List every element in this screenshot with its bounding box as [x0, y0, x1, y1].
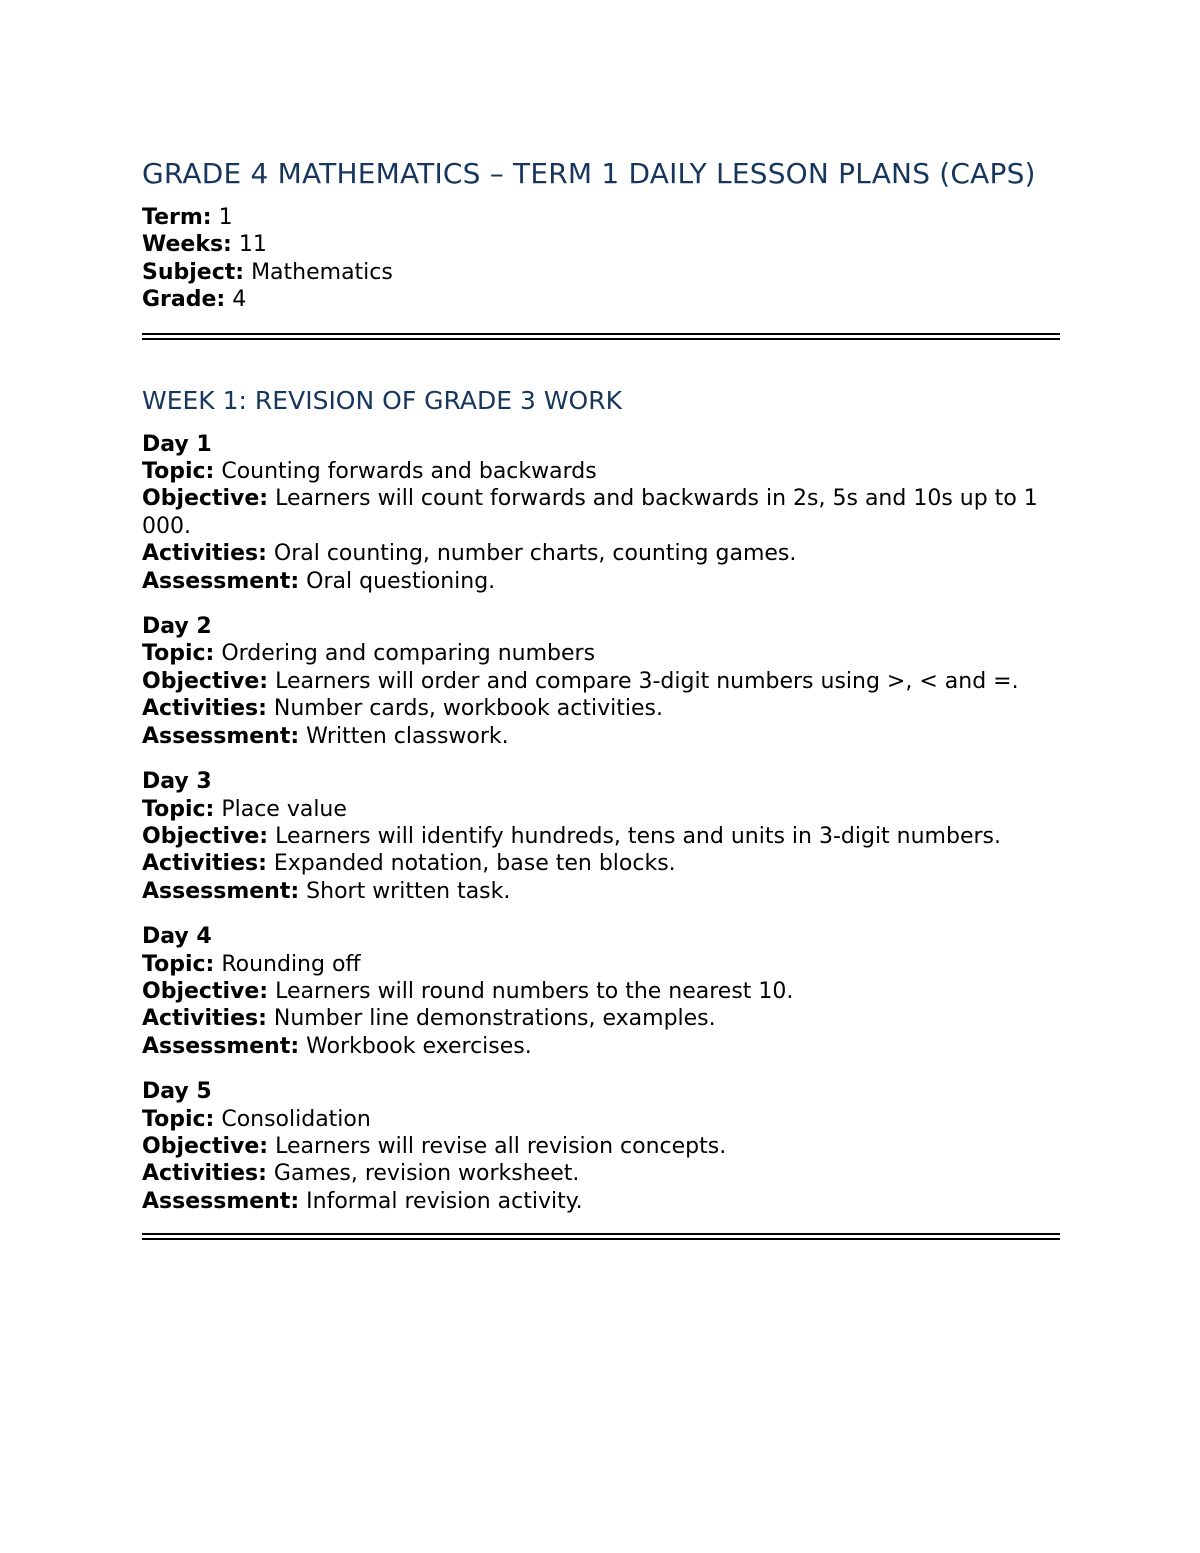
- objective-text: Learners will identify hundreds, tens and units in 3-digit numbers.: [275, 823, 1001, 849]
- double-divider: [142, 333, 1060, 340]
- document-page: [142, 155, 1060, 1240]
- topic-text: Counting forwards and backwards: [221, 459, 597, 485]
- day-topic-line: [142, 796, 1060, 823]
- activities-label: Activities:: [142, 696, 267, 722]
- assessment-label: Assessment:: [142, 568, 300, 594]
- activities-label: Activities:: [142, 851, 267, 877]
- double-divider-bottom: [142, 1233, 1060, 1240]
- day-topic-line: [142, 458, 1060, 485]
- day-activities-line: [142, 540, 1060, 567]
- day-heading: Day 4: [142, 924, 212, 950]
- activities-label: Activities:: [142, 541, 267, 567]
- objective-text: Learners will revise all revision concepts.: [275, 1133, 727, 1159]
- day-5-plan: [142, 1078, 1060, 1215]
- day-list: [142, 431, 1060, 1216]
- day-activities-line: [142, 1005, 1060, 1032]
- assessment-text: Short written task.: [306, 878, 511, 904]
- activities-text: Games, revision worksheet.: [273, 1161, 580, 1187]
- day-heading: Day 2: [142, 614, 212, 640]
- objective-label: Objective:: [142, 823, 269, 849]
- objective-text: Learners will count forwards and backwards in 2s, 5s and 10s up to 1 000.: [142, 486, 1038, 539]
- day-heading: Day 3: [142, 769, 212, 795]
- day-assessment-line: [142, 723, 1060, 750]
- day-activities-line: [142, 695, 1060, 722]
- objective-text: Learners will round numbers to the nearest 10.: [275, 978, 794, 1004]
- assessment-text: Workbook exercises.: [306, 1033, 532, 1059]
- day-topic-line: [142, 640, 1060, 667]
- day-3-plan: [142, 768, 1060, 905]
- day-4-plan: [142, 923, 1060, 1060]
- day-assessment-line: [142, 1188, 1060, 1215]
- topic-text: Consolidation: [221, 1106, 371, 1132]
- assessment-text: Written classwork.: [306, 723, 509, 749]
- topic-text: Ordering and comparing numbers: [221, 641, 596, 667]
- meta-weeks: Weeks: 11: [142, 232, 267, 258]
- assessment-label: Assessment:: [142, 878, 300, 904]
- day-objective-line: [142, 1133, 1060, 1160]
- meta-subject: Subject: Mathematics: [142, 259, 393, 285]
- topic-text: Place value: [221, 796, 347, 822]
- day-1-plan: [142, 431, 1060, 595]
- topic-text: Rounding off: [221, 951, 361, 977]
- week-title: WEEK 1: REVISION OF GRADE 3 WORK: [142, 385, 622, 415]
- objective-label: Objective:: [142, 486, 269, 512]
- day-objective-line: [142, 485, 1060, 540]
- day-assessment-line: [142, 568, 1060, 595]
- day-heading: Day 5: [142, 1079, 212, 1105]
- assessment-text: Oral questioning.: [306, 568, 496, 594]
- activities-label: Activities:: [142, 1006, 267, 1032]
- objective-text: Learners will order and compare 3-digit numbers using >, < and =.: [275, 668, 1019, 694]
- assessment-label: Assessment:: [142, 1188, 300, 1214]
- objective-label: Objective:: [142, 978, 269, 1004]
- day-2-plan: [142, 613, 1060, 750]
- assessment-label: Assessment:: [142, 723, 300, 749]
- meta-grade: Grade: 4: [142, 287, 247, 313]
- document-title: GRADE 4 MATHEMATICS – TERM 1 DAILY LESSON PLANS (CAPS): [142, 157, 1036, 190]
- day-objective-line: [142, 668, 1060, 695]
- day-topic-line: [142, 951, 1060, 978]
- activities-text: Number cards, workbook activities.: [273, 696, 663, 722]
- day-activities-line: [142, 850, 1060, 877]
- day-assessment-line: [142, 878, 1060, 905]
- objective-label: Objective:: [142, 668, 269, 694]
- topic-label: Topic:: [142, 641, 215, 667]
- document-meta: [142, 204, 1060, 314]
- assessment-text: Informal revision activity.: [306, 1188, 583, 1214]
- assessment-label: Assessment:: [142, 1033, 300, 1059]
- activities-text: Number line demonstrations, examples.: [273, 1006, 716, 1032]
- day-objective-line: [142, 823, 1060, 850]
- meta-term: Term: 1: [142, 205, 233, 230]
- day-assessment-line: [142, 1033, 1060, 1060]
- activities-text: Expanded notation, base ten blocks.: [273, 851, 676, 877]
- objective-label: Objective:: [142, 1133, 269, 1159]
- topic-label: Topic:: [142, 951, 215, 977]
- topic-label: Topic:: [142, 1106, 215, 1132]
- activities-text: Oral counting, number charts, counting games.: [273, 541, 797, 567]
- activities-label: Activities:: [142, 1161, 267, 1187]
- topic-label: Topic:: [142, 459, 215, 485]
- topic-label: Topic:: [142, 796, 215, 822]
- day-heading: Day 1: [142, 431, 212, 457]
- day-topic-line: [142, 1106, 1060, 1133]
- day-activities-line: [142, 1160, 1060, 1187]
- day-objective-line: [142, 978, 1060, 1005]
